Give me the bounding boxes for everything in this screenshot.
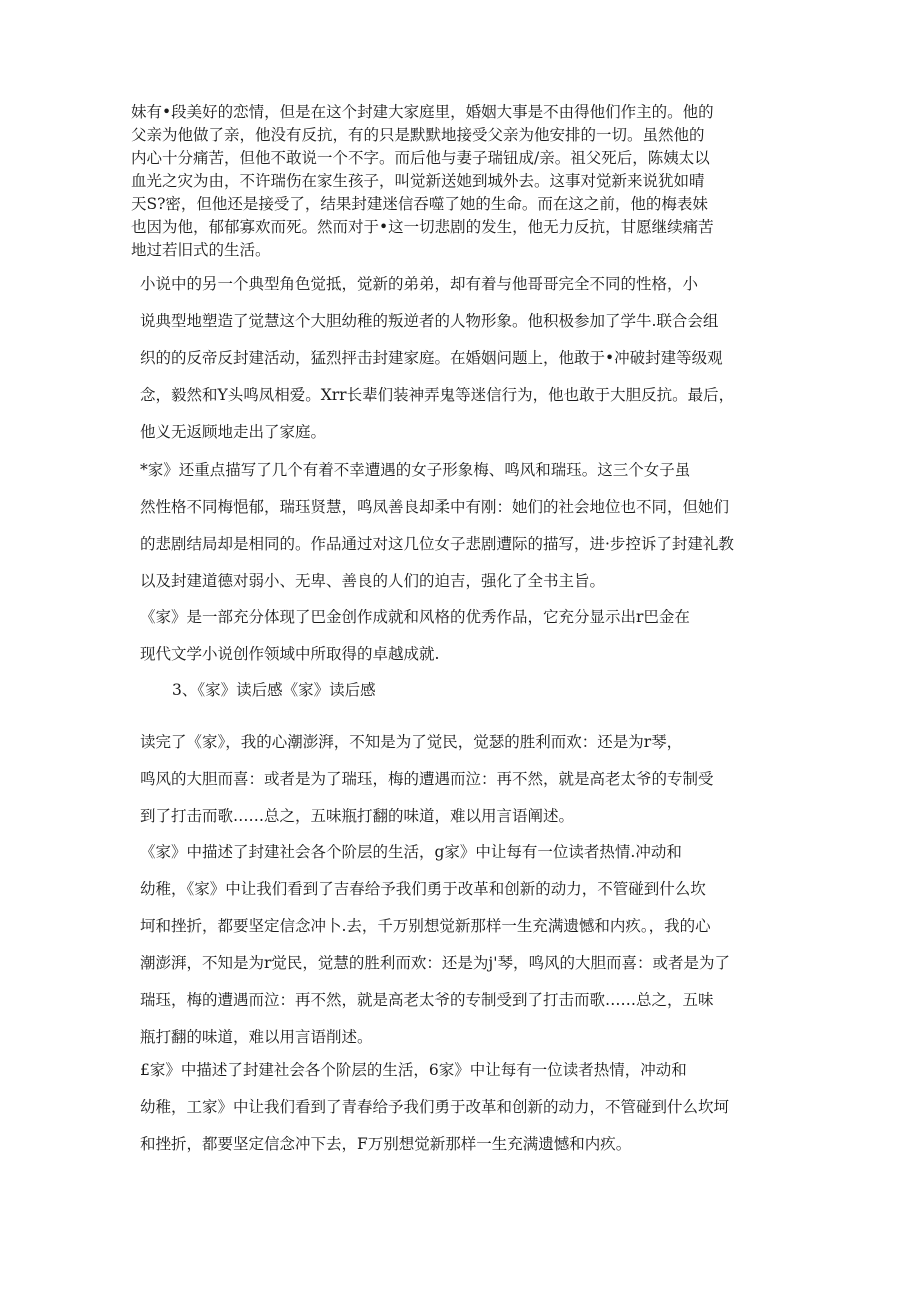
section-heading: 3、《家》读后感《家》读后感 <box>172 681 376 699</box>
paragraph-6: 《家》中描述了封建社会各个阶层的生活，g家》中让每有一位读者热情.冲动和 幼稚，《家》中让我们看到了吉春给予我们勇于改革和创新的动力，不管碰到什么坎 坷和挫折，都要坚定信念冲卜.去，千万别想觉新那样一生充满遗憾和内疚。，我的心 潮澎湃，不知是为r觉民，觉慧的胜利而欢：还是为j'琴，鸣风的大胆而喜：或者是为了 瑞珏，梅的遭遇而泣：再不然，就是高老太爷的专制受到了打击而歌……总之，五味 瓶打翻的味道，难以用言语削述。 <box>140 843 730 1046</box>
paragraph-4: 《家》是一部充分体现了巴金创作成就和风格的优秀作品，它充分显示出r巴金在 现代文学小说创作领域中所取得的卓越成就. <box>140 608 690 663</box>
paragraph-3: *家》还重点描写了几个有着不幸遭遇的女子形象梅、鸣风和瑞珏。这三个女子虽 然性格不同梅悒郁，瑞珏贤慧，鸣凤善良却柔中有刚：她们的社会地位也不同，但她们 的悲剧结局却是相同的。作品通过对这几位女子悲剧遭际的描写，进·步控诉了封建礼教 以及封建道德对弱小、无卑、善良的人们的迫吉，强化了全书主旨。 <box>140 461 734 590</box>
paragraph-5: 读完了《家》，我的心潮澎湃，不知是为了觉民，觉瑟的胜利而欢：还是为r琴， 鸣风的大胆而喜：或者是为了瑞珏，梅的遭遇而泣：再不然，就是高老太爷的专制受 到了打击而歌……总之，五味瓶打翻的味道，难以用言语阐述。 <box>140 733 714 825</box>
paragraph-2: 小说中的另一个典型角色觉抵，觉新的弟弟，却有着与他哥哥完全不同的性格，小 说典型地塑造了觉慧这个大胆幼稚的叛逆者的人物形象。他积极参加了学牛.联合会组 织的的反帝反封建活动，猛烈抨击封建家庭。在婚姻问题上，他敢于•冲破封建等级观 念，毅然和Y头鸣凤相爱。Xrr长辈们装神弄鬼等迷信行为，他也敢于大胆反抗。最后， 他义无返顾地走出了家庭。 <box>140 275 735 441</box>
paragraph-7: £家》中描述了封建社会各个阶层的生活，6家》中让每有一位读者热情，冲动和 幼稚，工家》中让我们看到了青春给予我们勇于改革和创新的动力，不管碰到什么坎坷 和挫折，都要坚定信念冲下去，F万别想觉新那样一生充满遗憾和内疚。 <box>140 1061 730 1153</box>
paragraph-1: 妹有•段美好的恋情，但是在这个封建大家庭里，婚姻大事是不由得他们作主的。他的 父亲为他做了亲，他没有反抗，有的只是默默地接受父亲为他安排的一切。虽然他的 内心十分痛苦，但他不敢说一个不字。而后他与妻子瑞钮成/亲。祖父死后，陈姨太以 血光之灾为由，不许瑞伤在家生孩子，叫觉新送她到城外去。这事对觉新来说犹如晴 天S?密，但他还是接受了，结果封建迷信吞噬了她的生命。而在这之前，他的梅表妹 也因为他，郁郁寡欢而死。然而对于•这一切悲剧的发生，他无力反抗，甘愿继续痛苦 地过若旧式的生活。 <box>131 103 714 259</box>
